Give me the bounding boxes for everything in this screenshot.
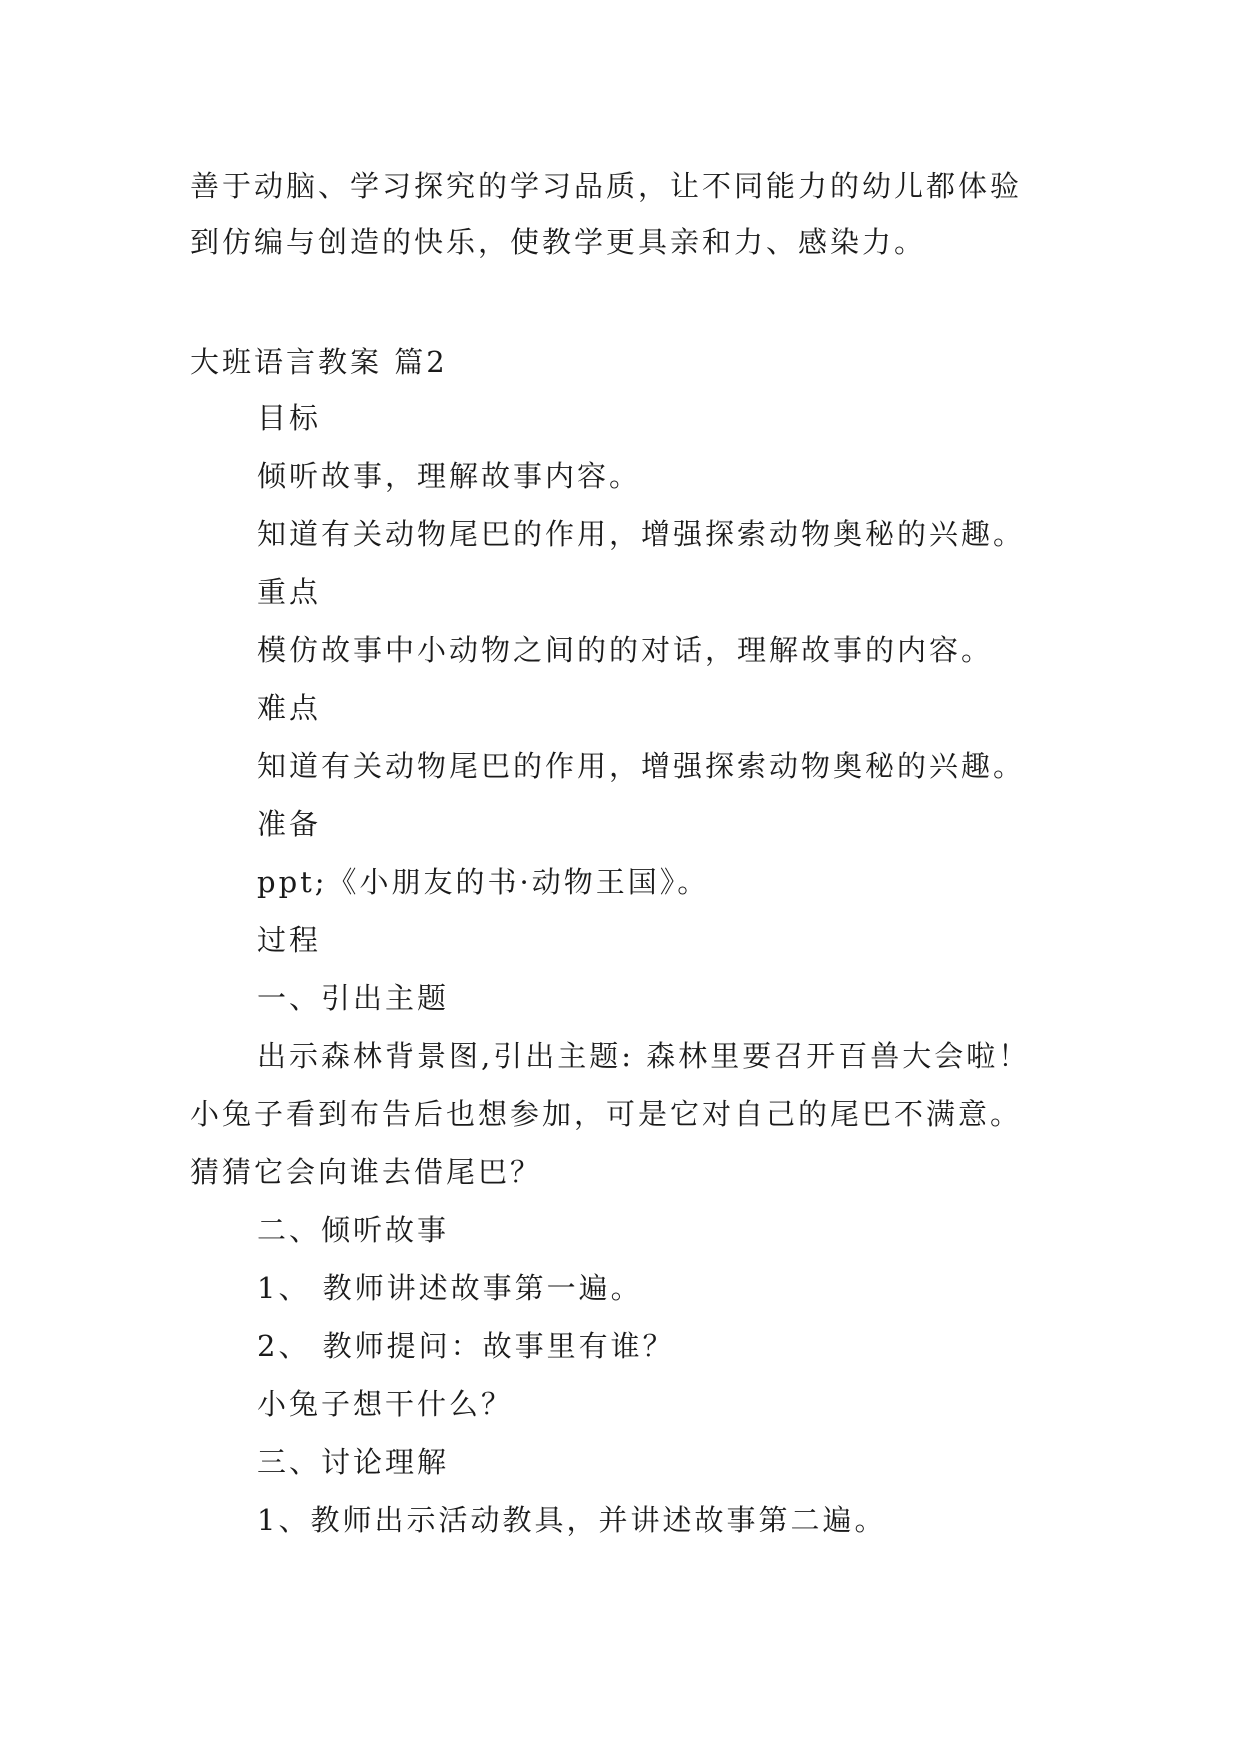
heading-goals: 目标 <box>257 401 322 435</box>
paragraph-question: 小兔子想干什么？ <box>257 1387 514 1421</box>
list-item-2-2: 2、 教师提问：故事里有谁？ <box>257 1329 675 1363</box>
intro-line-1: 善于动脑、学习探究的学习品质，让不同能力的幼儿都体验 <box>190 169 1023 203</box>
step-heading-2: 二、倾听故事 <box>257 1213 450 1247</box>
paragraph-difficulty: 知道有关动物尾巴的作用，增强探索动物奥秘的兴趣。 <box>257 749 1026 783</box>
list-item-2-1: 1、 教师讲述故事第一遍。 <box>257 1271 643 1305</box>
heading-key-points: 重点 <box>257 575 322 609</box>
list-item-3-1: 1、教师出示活动教具，并讲述故事第二遍。 <box>257 1503 887 1537</box>
heading-difficulty: 难点 <box>257 691 322 725</box>
paragraph-goal-2: 知道有关动物尾巴的作用，增强探索动物奥秘的兴趣。 <box>257 517 1026 551</box>
intro-line-2: 到仿编与创造的快乐，使教学更具亲和力、感染力。 <box>190 225 927 259</box>
step-heading-3: 三、讨论理解 <box>257 1445 450 1479</box>
paragraph-preparation: ppt;《小朋友的书·动物王国》。 <box>257 865 710 899</box>
heading-process: 过程 <box>257 923 322 957</box>
heading-preparation: 准备 <box>257 807 322 841</box>
paragraph-step-1-line-3: 猜猜它会向谁去借尾巴？ <box>190 1155 543 1189</box>
paragraph-step-1-line-2: 小兔子看到布告后也想参加，可是它对自己的尾巴不满意。 <box>190 1097 1023 1131</box>
paragraph-goal-1: 倾听故事，理解故事内容。 <box>257 459 642 493</box>
paragraph-key-point: 模仿故事中小动物之间的的对话，理解故事的内容。 <box>257 633 994 667</box>
paragraph-step-1-line-1: 出示森林背景图,引出主题: 森林里要召开百兽大会啦！ <box>257 1039 1031 1073</box>
step-heading-1: 一、引出主题 <box>257 981 450 1015</box>
section-title: 大班语言教案 篇2 <box>190 345 448 379</box>
